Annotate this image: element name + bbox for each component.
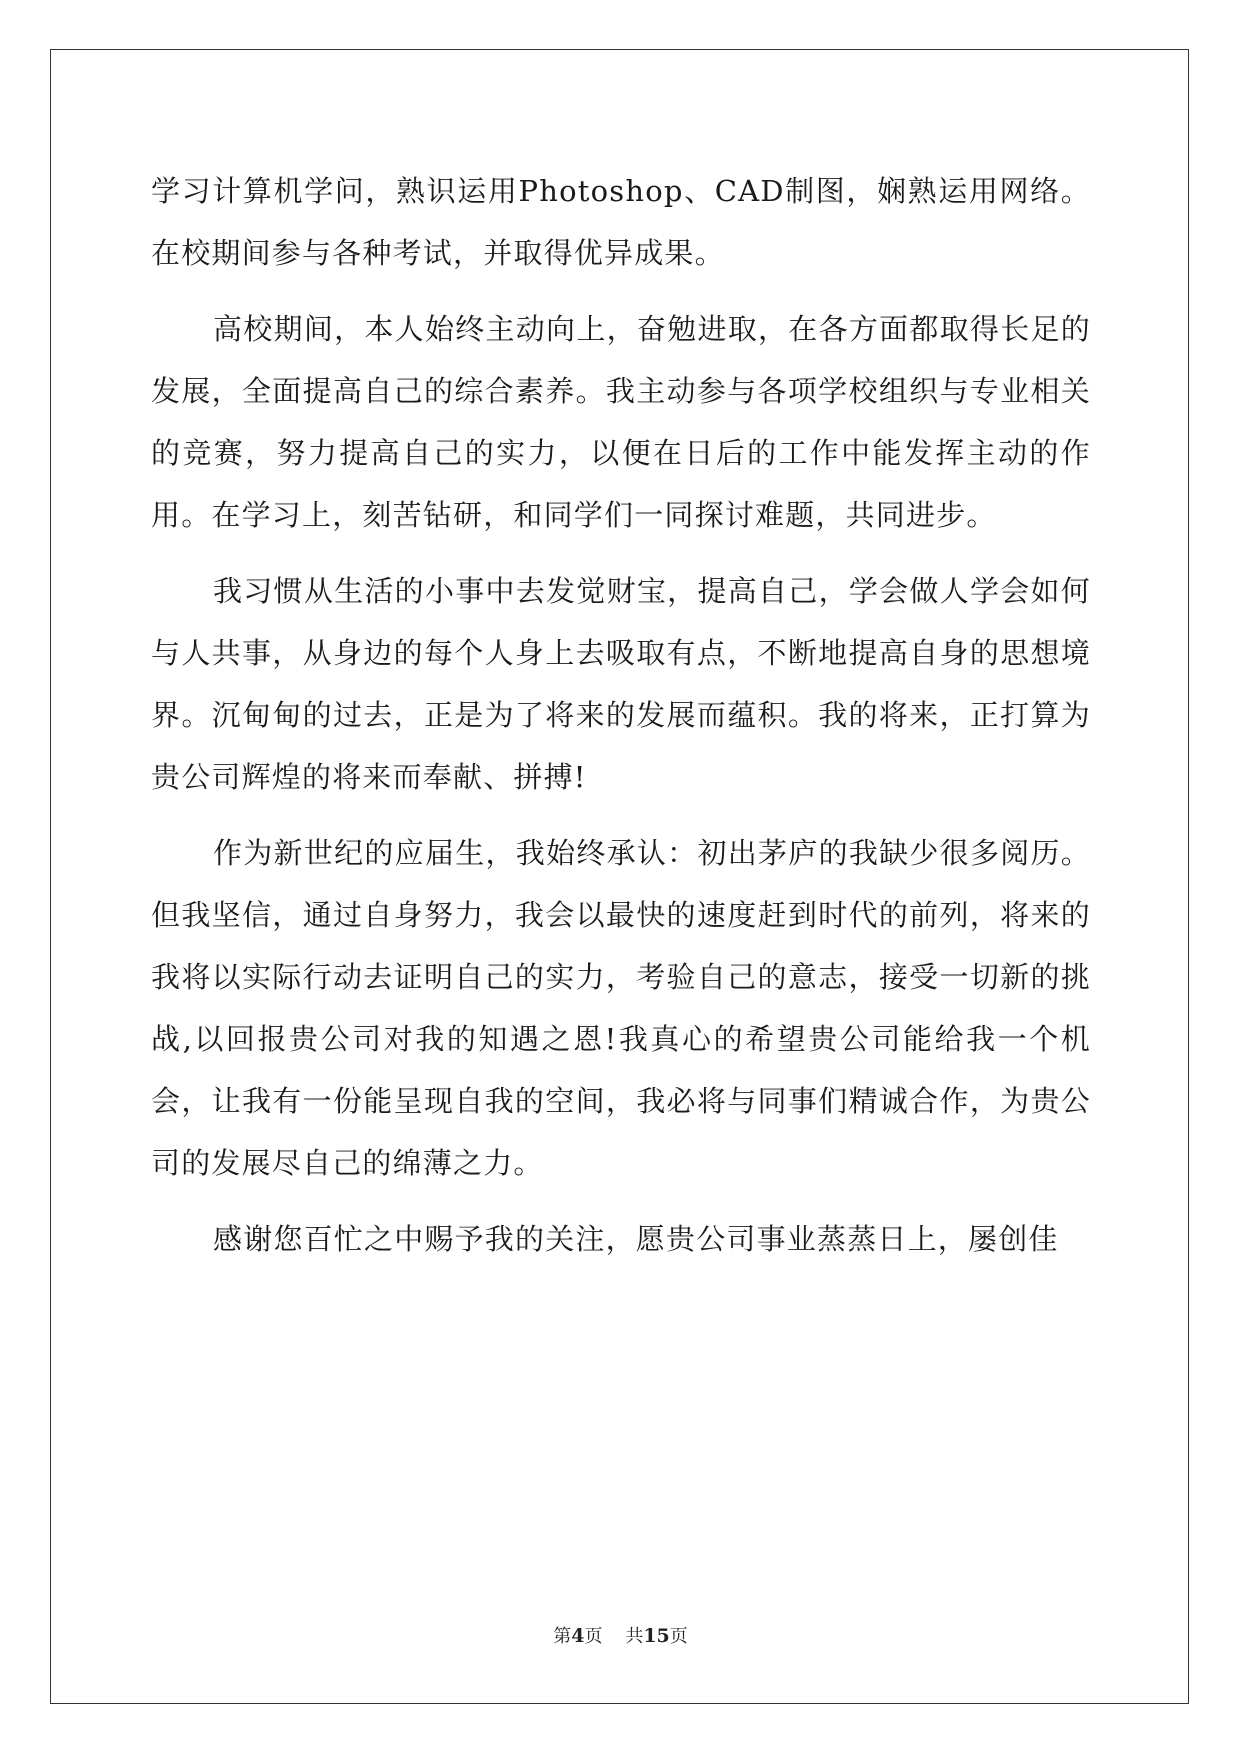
paragraph-5: 感谢您百忙之中赐予我的关注，愿贵公司事业蒸蒸日上，屡创佳 (213, 1222, 1059, 1256)
page-suffix: 页 (584, 1626, 603, 1647)
paragraph-1: 学习计算机学问，熟识运用Photoshop、CAD制图，娴熟运用网络。在校期间参与各种考试，并取得优异成果。 (151, 174, 1091, 270)
total-suffix: 页 (669, 1626, 688, 1647)
total-prefix: 共 (625, 1626, 644, 1647)
paragraph-4: 作为新世纪的应届生，我始终承认：初出茅庐的我缺少很多阅历。但我坚信，通过自身努力，我会以最快的速度赶到时代的前列，将来的我将以实际行动去证明自己的实力，考验自己的意志，接受一切新的挑战,以回报贵公司对我的知遇之恩!我真心的希望贵公司能给我一个机会，让我有一份能呈现自我的空间，我必将与同事们精诚合作，为贵公司的发展尽自己的绵薄之力。 (151, 836, 1091, 1180)
page-footer (0, 1622, 1241, 1648)
page-prefix: 第 (553, 1626, 572, 1647)
total-pages: 15 (643, 1625, 670, 1647)
document-body (151, 160, 1091, 1270)
page-number: 4 (571, 1625, 585, 1647)
paragraph-3: 我习惯从生活的小事中去发觉财宝，提高自己，学会做人学会如何与人共事，从身边的每个人身上去吸取有点，不断地提高自身的思想境界。沉甸甸的过去，正是为了将来的发展而蕴积。我的将来，正打算为贵公司辉煌的将来而奉献、拼搏! (151, 574, 1091, 794)
paragraph-2: 高校期间，本人始终主动向上，奋勉进取，在各方面都取得长足的发展，全面提高自己的综合素养。我主动参与各项学校组织与专业相关的竞赛，努力提高自己的实力，以便在日后的工作中能发挥主动的作用。在学习上，刻苦钻研，和同学们一同探讨难题，共同进步。 (151, 312, 1091, 532)
